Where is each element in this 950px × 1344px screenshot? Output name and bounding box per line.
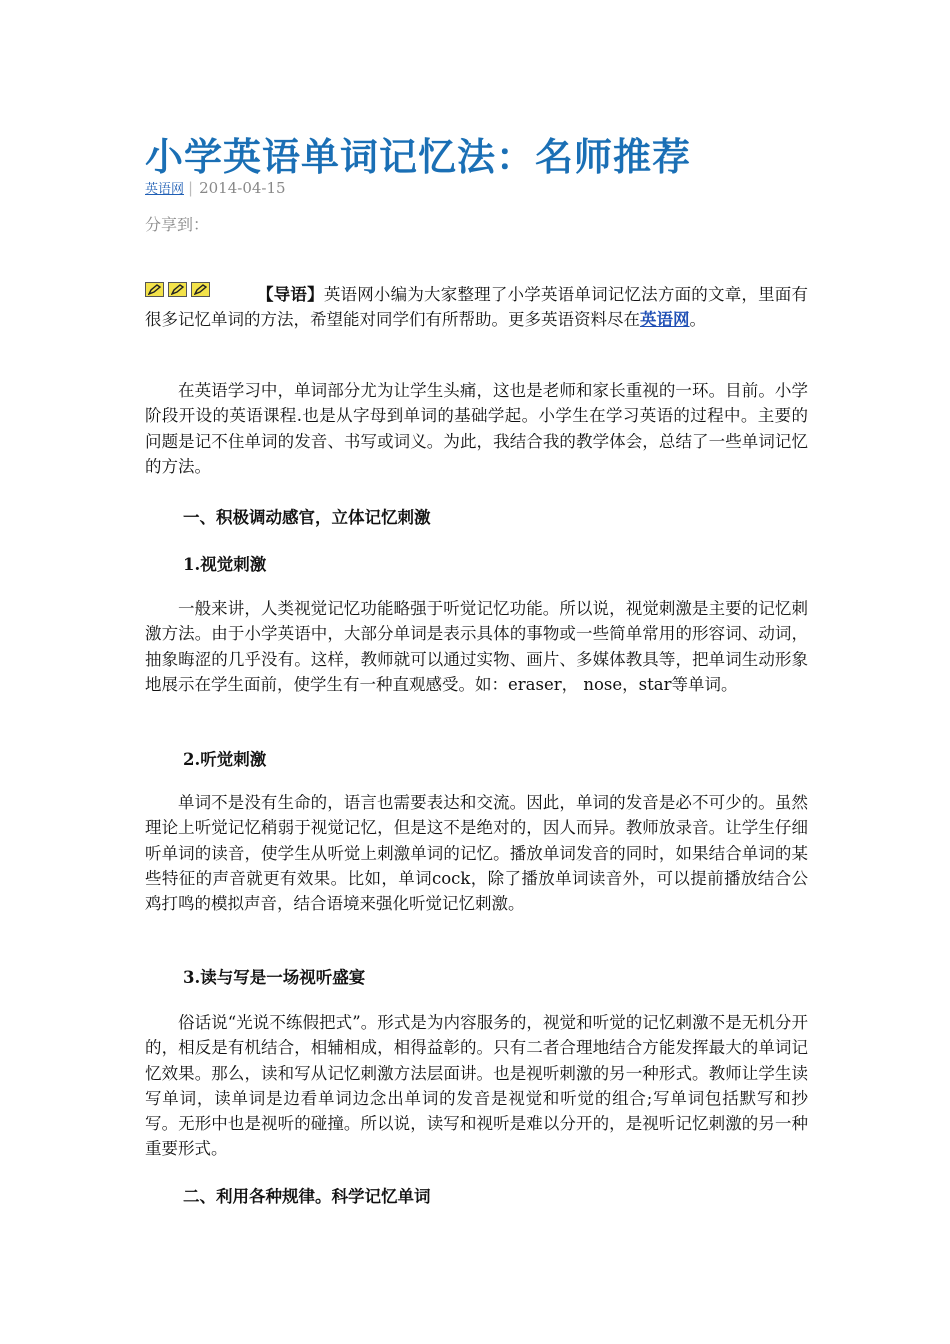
paragraph-4-text: 俗话说“光说不练假把式”。形式是为内容服务的，视觉和听觉的记忆刺激不是无机分开的，相反是有机结合，相辅相成，相得益彰的。只有二者合理地结合方能发挥最大的单词记忆效果。那么，读和写从记忆刺激方法层面讲。也是视听刺激的另一种形式。教师让学生读写单词，读单词是边看单词边念出单词的发音是视觉和听觉的组合;写单词包括默写和抄写。无形中也是视听的碰撞。所以说，读写和视听是难以分开的，是视听记忆刺激的另一种重要形式。: [145, 1013, 808, 1159]
paragraph-4: [145, 1010, 808, 1162]
publish-date: 2014-04-15: [199, 179, 286, 197]
heading-1-1: 1.视觉刺激: [183, 555, 267, 574]
article-title: 小学英语单词记忆法：名师推荐: [145, 134, 692, 179]
intro-end: 。: [689, 310, 706, 330]
paragraph-3-text: 单词不是没有生命的，语言也需要表达和交流。因此，单词的发音是必不可少的。虽然理论上听觉记忆稍弱于视觉记忆，但是这不是绝对的，因人而异。教师放录音。让学生仔细听单词的读音，使学生从听觉上刺激单词的记忆。播放单词发音的同时，如果结合单词的某些特征的声音就更有效果。比如，单词cock，除了播放单词读音外，可以提前播放结合公鸡打鸣的模拟声音，结合语境来强化听觉记忆刺激。: [145, 793, 808, 914]
intro-tag: 【导语】: [257, 285, 324, 304]
heading-1-2: 2.听觉刺激: [183, 750, 267, 769]
article-meta: [145, 178, 286, 197]
intro-paragraph: [145, 282, 808, 333]
paragraph-2-text: 一般来讲，人类视觉记忆功能略强于听觉记忆功能。所以说，视觉刺激是主要的记忆刺激方法。由于小学英语中，大部分单词是表示具体的事物或一些简单常用的形容词、动词，抽象晦涩的几乎没有。这样，教师就可以通过实物、画片、多媒体教具等，把单词生动形象地展示在学生面前，使学生有一种直观感受。如：eraser， nose，star等单词。: [145, 599, 808, 694]
source-link[interactable]: 英语网: [145, 182, 185, 197]
paragraph-3: [145, 790, 808, 916]
paragraph-1: [145, 378, 808, 479]
paragraph-2: [145, 596, 808, 697]
site-link[interactable]: 英语网: [640, 310, 690, 330]
heading-1-3: 3.读与写是一场视听盛宴: [183, 968, 366, 987]
meta-divider: |: [188, 179, 194, 197]
heading-1: 一、积极调动感官，立体记忆刺激: [183, 508, 431, 527]
share-label: 分享到：: [145, 215, 210, 234]
paragraph-1-text: 在英语学习中，单词部分尤为让学生头痛，这也是老师和家长重视的一环。目前。小学阶段开设的英语课程.也是从字母到单词的基础学起。小学生在学习英语的过程中。主要的问题是记不住单词的发音、书写或词义。为此，我结合我的教学体会，总结了一些单词记忆的方法。: [145, 381, 808, 476]
heading-2: 二、利用各种规律。科学记忆单词: [183, 1187, 431, 1206]
intro-text: 英语网小编为大家整理了小学英语单词记忆法方面的文章，里面有很多记忆单词的方法，希望能对同学们有所帮助。更多英语资料尽在: [145, 285, 808, 330]
